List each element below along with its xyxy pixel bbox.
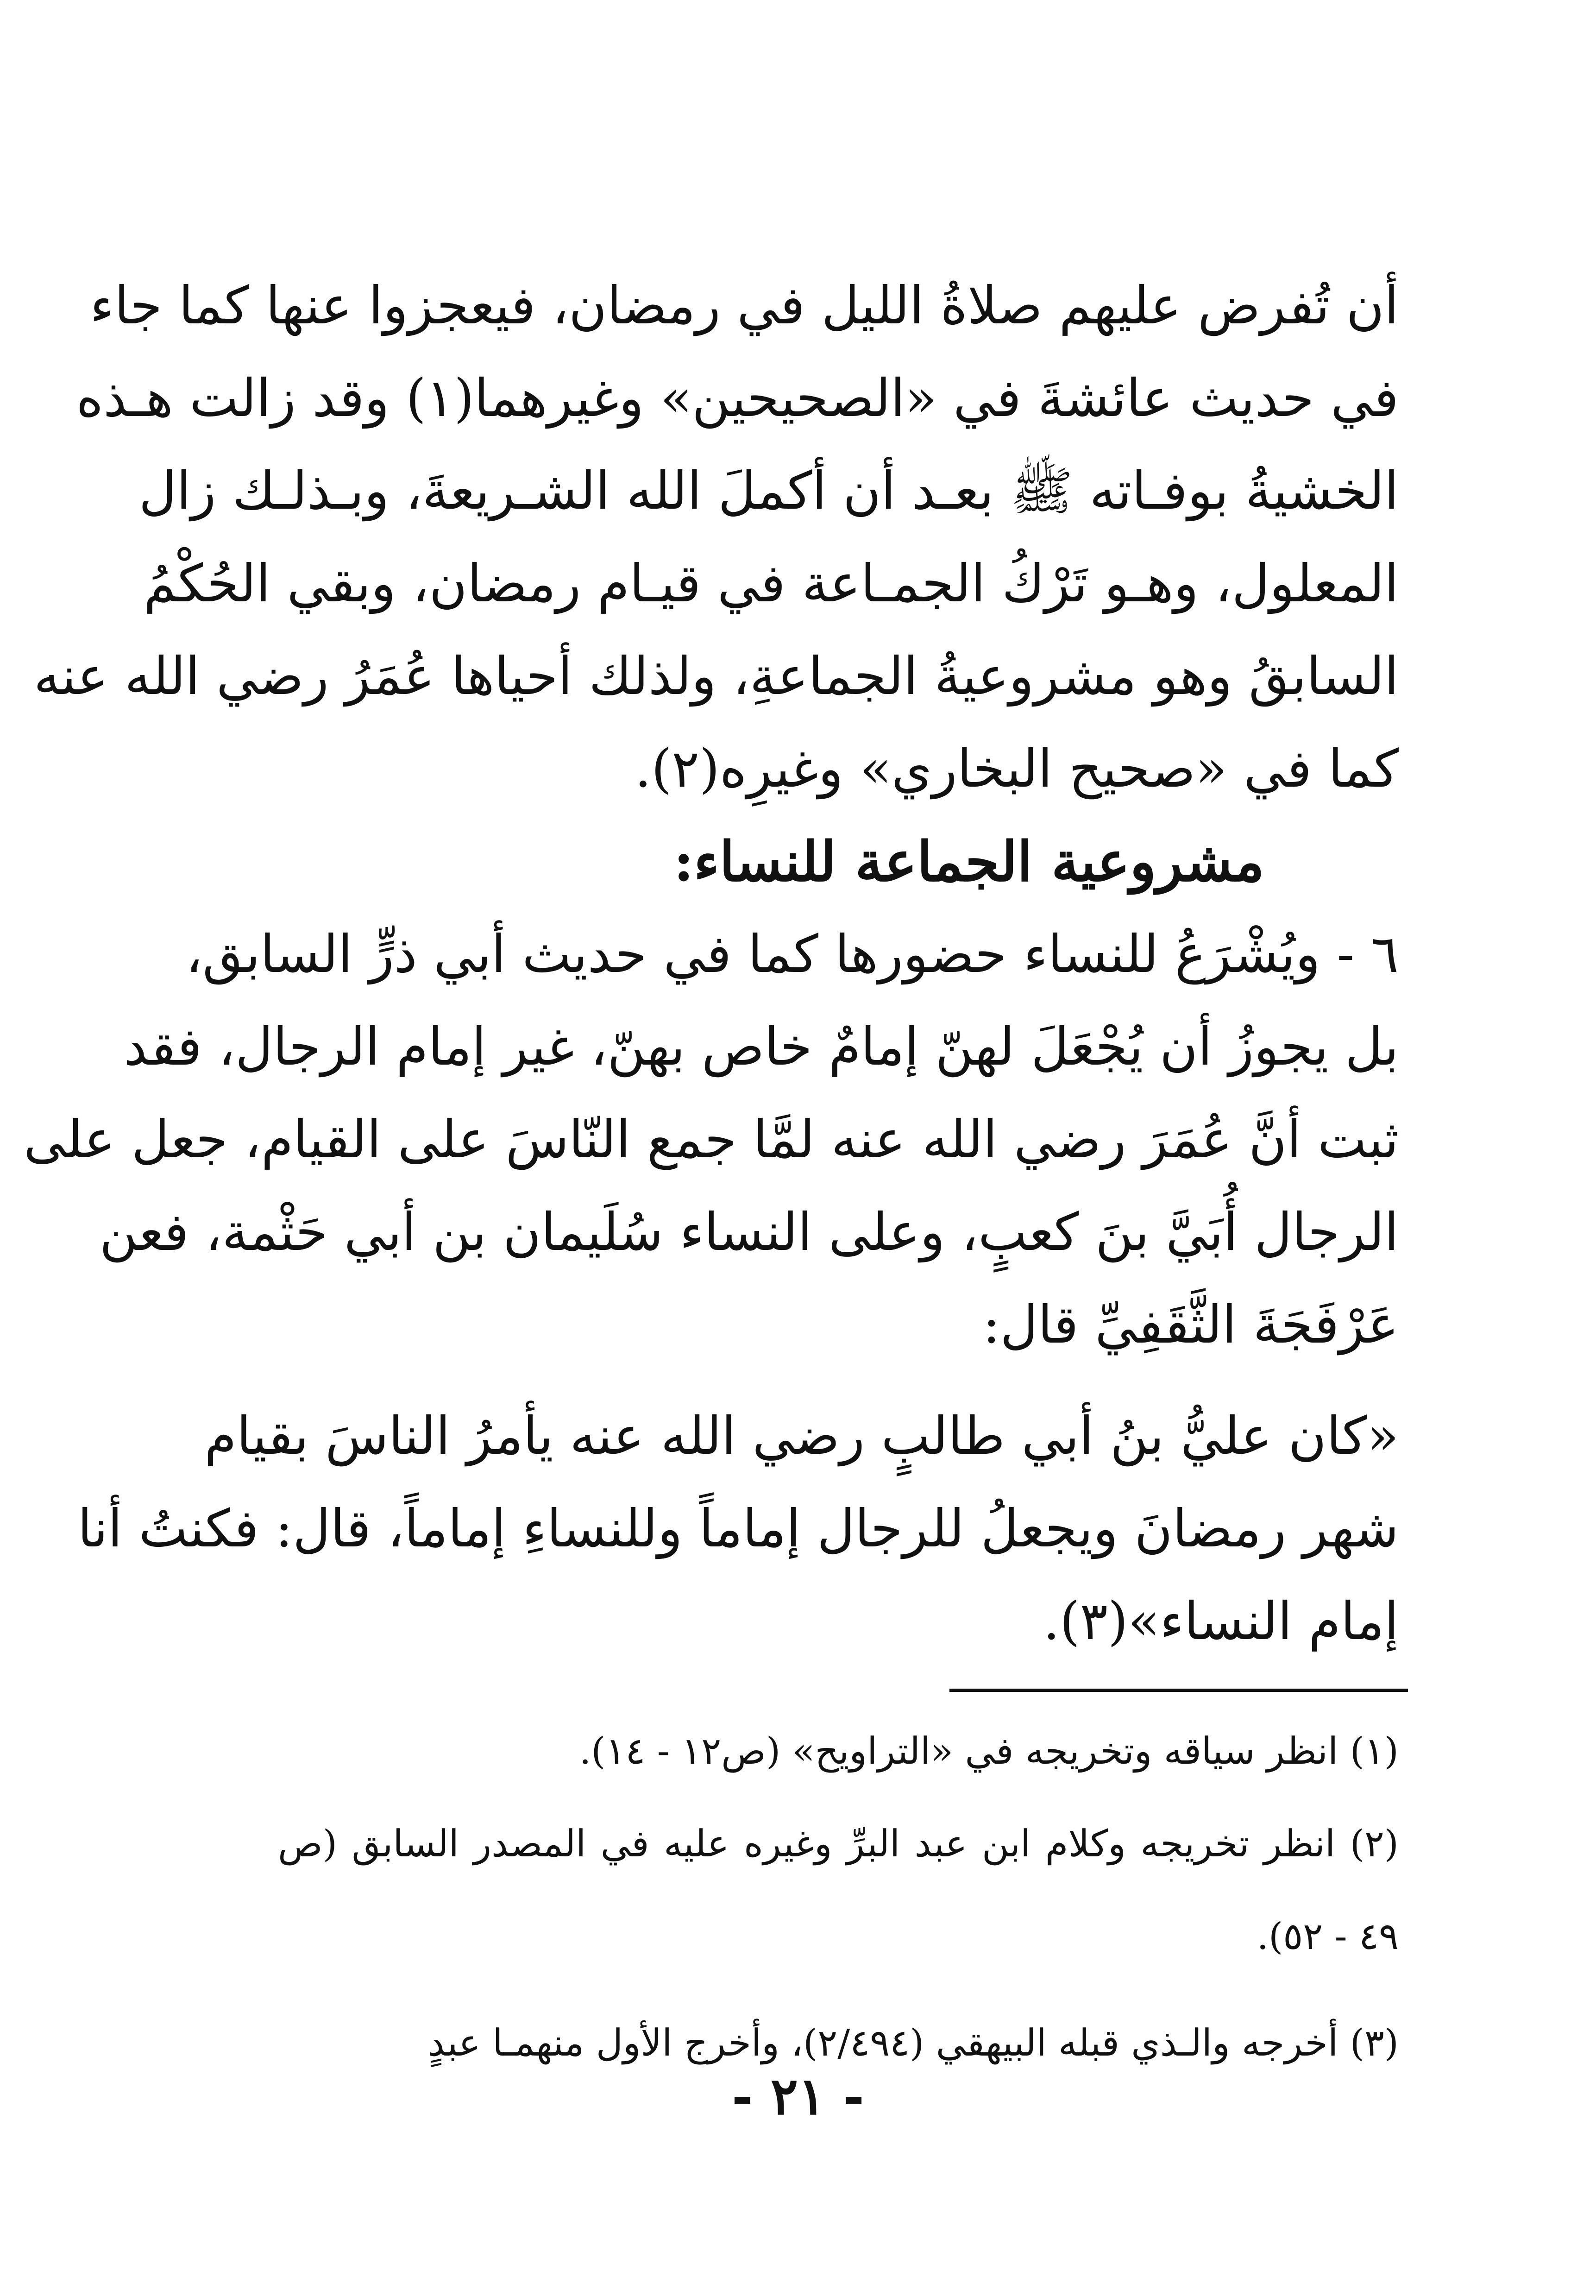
footnote-2-continued: ٤٩ - ٥٢). bbox=[1257, 1915, 1399, 1958]
text-line: ٦ - ويُشْرَعُ للنساء حضورها كما في حديث أبي ذرٍّ السابق، bbox=[186, 924, 1399, 984]
quote-line: إمام النساء»(٣). bbox=[1043, 1591, 1399, 1652]
main-text bbox=[24, 259, 1399, 1668]
quote-line: شهر رمضانَ ويجعلُ للرجال إماماً وللنساءِ إماماً، قال: فكنتُ أنا bbox=[77, 1499, 1399, 1559]
section-heading: مشروعية الجماعة للنساء: bbox=[673, 829, 1264, 894]
text-line: بل يجوزُ أن يُجْعَلَ لهنّ إمامٌ خاص بهنّ، غير إمام الرجال، فقد bbox=[124, 1017, 1399, 1077]
footnote-1: (١) انظر سياقه وتخريجه في «التراويح» (ص١٢ - ١٤). bbox=[579, 1729, 1399, 1772]
text-line: كما في «صحيح البخاري» وغيرِه(٢). bbox=[635, 739, 1399, 799]
quote-line: «كان عليُّ بنُ أبي طالبٍ رضي الله عنه يأمرُ الناسَ بقيام bbox=[204, 1406, 1399, 1466]
footnotes bbox=[278, 1705, 1399, 2103]
footnote-2: (٢) انظر تخريجه وكلام ابن عبد البرِّ وغيره عليه في المصدر السابق (ص bbox=[278, 1822, 1399, 1865]
text-line: أن تُفرض عليهم صلاةُ الليل في رمضان، فيعجزوا عنها كما جاء bbox=[90, 276, 1399, 336]
footnote-separator bbox=[949, 1689, 1408, 1692]
paragraph-gap bbox=[273, 1371, 1399, 1390]
text-line: في حديث عائشةَ في «الصحيحين» وغيرهما(١) وقد زالت هـذه bbox=[76, 368, 1399, 429]
text-line: الخشيةُ بوفـاته ﷺ بعـد أن أكملَ الله الشـريعةَ، وبـذلـك زال bbox=[138, 461, 1399, 521]
text-line: السابقُ وهو مشروعيةُ الجماعةِ، ولذلك أحياها عُمَرُ رضي الله عنه bbox=[33, 646, 1399, 706]
text-line: ثبت أنَّ عُمَرَ رضي الله عنه لمَّا جمع النّاسَ على القيام، جعل على bbox=[24, 1110, 1399, 1170]
text-line: عَرْفَجَةَ الثَّقَفِيِّ قال: bbox=[982, 1295, 1399, 1355]
footnote-3: (٣) أخرجه والـذي قبله البيهقي (٢/٤٩٤)، وأخرج الأول منهمـا عبدٍ bbox=[428, 2021, 1399, 2064]
page-number: - ٢١ - bbox=[731, 2066, 865, 2126]
text-line: الرجال أُبَيَّ بنَ كعبٍ، وعلى النساء سُلَيمان بن أبي حَثْمة، فعن bbox=[99, 1202, 1399, 1262]
text-line: المعلول، وهـو تَرْكُ الجمـاعة في قيـام رمضان، وبقي الحُكْمُ bbox=[144, 554, 1399, 614]
